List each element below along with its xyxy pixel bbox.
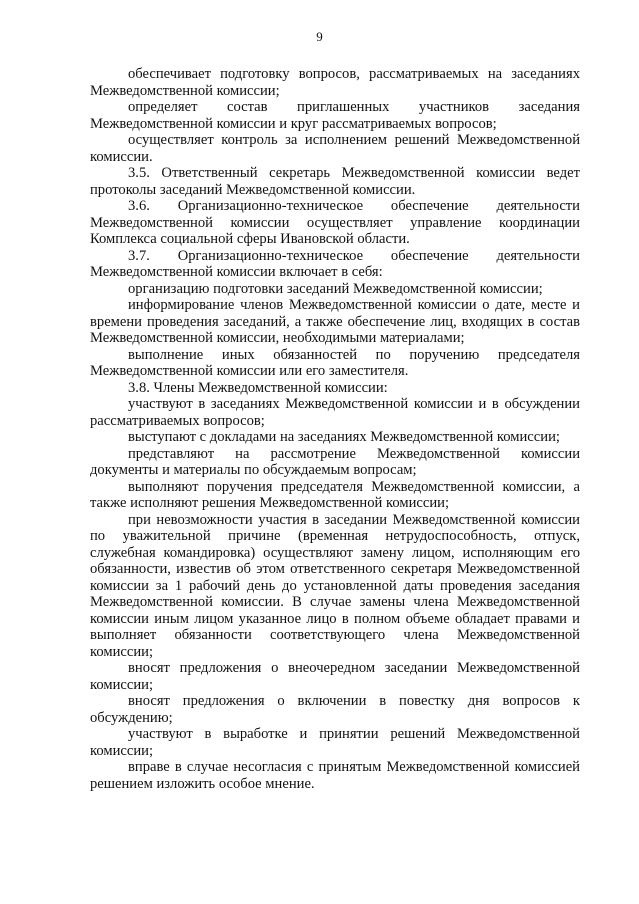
paragraph: 3.7. Организационно-техническое обеспечение деятельности Межведомственной комиссии включает в себя: xyxy=(90,247,580,280)
paragraph: обеспечивает подготовку вопросов, рассматриваемых на заседаниях Межведомственной комиссии; xyxy=(90,66,580,99)
paragraph: участвуют в выработке и принятии решений Межведомственной комиссии; xyxy=(90,726,580,759)
paragraph: 3.5. Ответственный секретарь Межведомственной комиссии ведет протоколы заседаний Межведомственной комиссии. xyxy=(90,165,580,198)
paragraph: 3.6. Организационно-техническое обеспечение деятельности Межведомственной комиссии осуществляет управление координации Комплекса социальной сферы Ивановской области. xyxy=(90,198,580,247)
page-number: 9 xyxy=(316,29,323,44)
paragraph: участвуют в заседаниях Межведомственной комиссии и в обсуждении рассматриваемых вопросов; xyxy=(90,396,580,429)
paragraph: выполняют поручения председателя Межведомственной комиссии, а также исполняют решения Межведомственной комиссии; xyxy=(90,478,580,511)
paragraph: определяет состав приглашенных участников заседания Межведомственной комиссии и круг рассматриваемых вопросов; xyxy=(90,99,580,132)
paragraph: выступают с докладами на заседаниях Межведомственной комиссии; xyxy=(128,429,560,445)
paragraph: осуществляет контроль за исполнением решений Межведомственной комиссии. xyxy=(90,132,580,165)
paragraph: вправе в случае несогласия с принятым Межведомственной комиссией решением изложить особое мнение. xyxy=(90,759,580,792)
paragraph: информирование членов Межведомственной комиссии о дате, месте и времени проведения заседаний, а также обеспечение лиц, входящих в состав Межведомственной комиссии, необходимыми материалами; xyxy=(90,297,580,346)
paragraph: вносят предложения о внеочередном заседании Межведомственной комиссии; xyxy=(90,660,580,693)
paragraph: выполнение иных обязанностей по поручению председателя Межведомственной комиссии или его заместителя. xyxy=(90,346,580,379)
paragraph: при невозможности участия в заседании Межведомственной комиссии по уважительной причине (временная нетрудоспособность, отпуск, служебная командировка) осуществляют замену лицом, исполняющим его обязанности, известив об этом ответственного секретаря Межведомственной комиссии за 1 рабочий день до установленной даты проведения заседания Межведомственной комиссии. В случае замены члена Межведомственной комиссии иным лицом указанное лицо в полном объеме обладает правами и выполняет обязанности соответствующего члена Межведомственной комиссии; xyxy=(90,511,580,660)
paragraph: представляют на рассмотрение Межведомственной комиссии документы и материалы по обсуждаемым вопросам; xyxy=(90,445,580,478)
document-body xyxy=(90,66,580,792)
paragraph: организацию подготовки заседаний Межведомственной комиссии; xyxy=(128,280,543,297)
paragraph: вносят предложения о включении в повестку дня вопросов к обсуждению; xyxy=(90,693,580,726)
paragraph: 3.8. Члены Межведомственной комиссии: xyxy=(128,379,388,396)
